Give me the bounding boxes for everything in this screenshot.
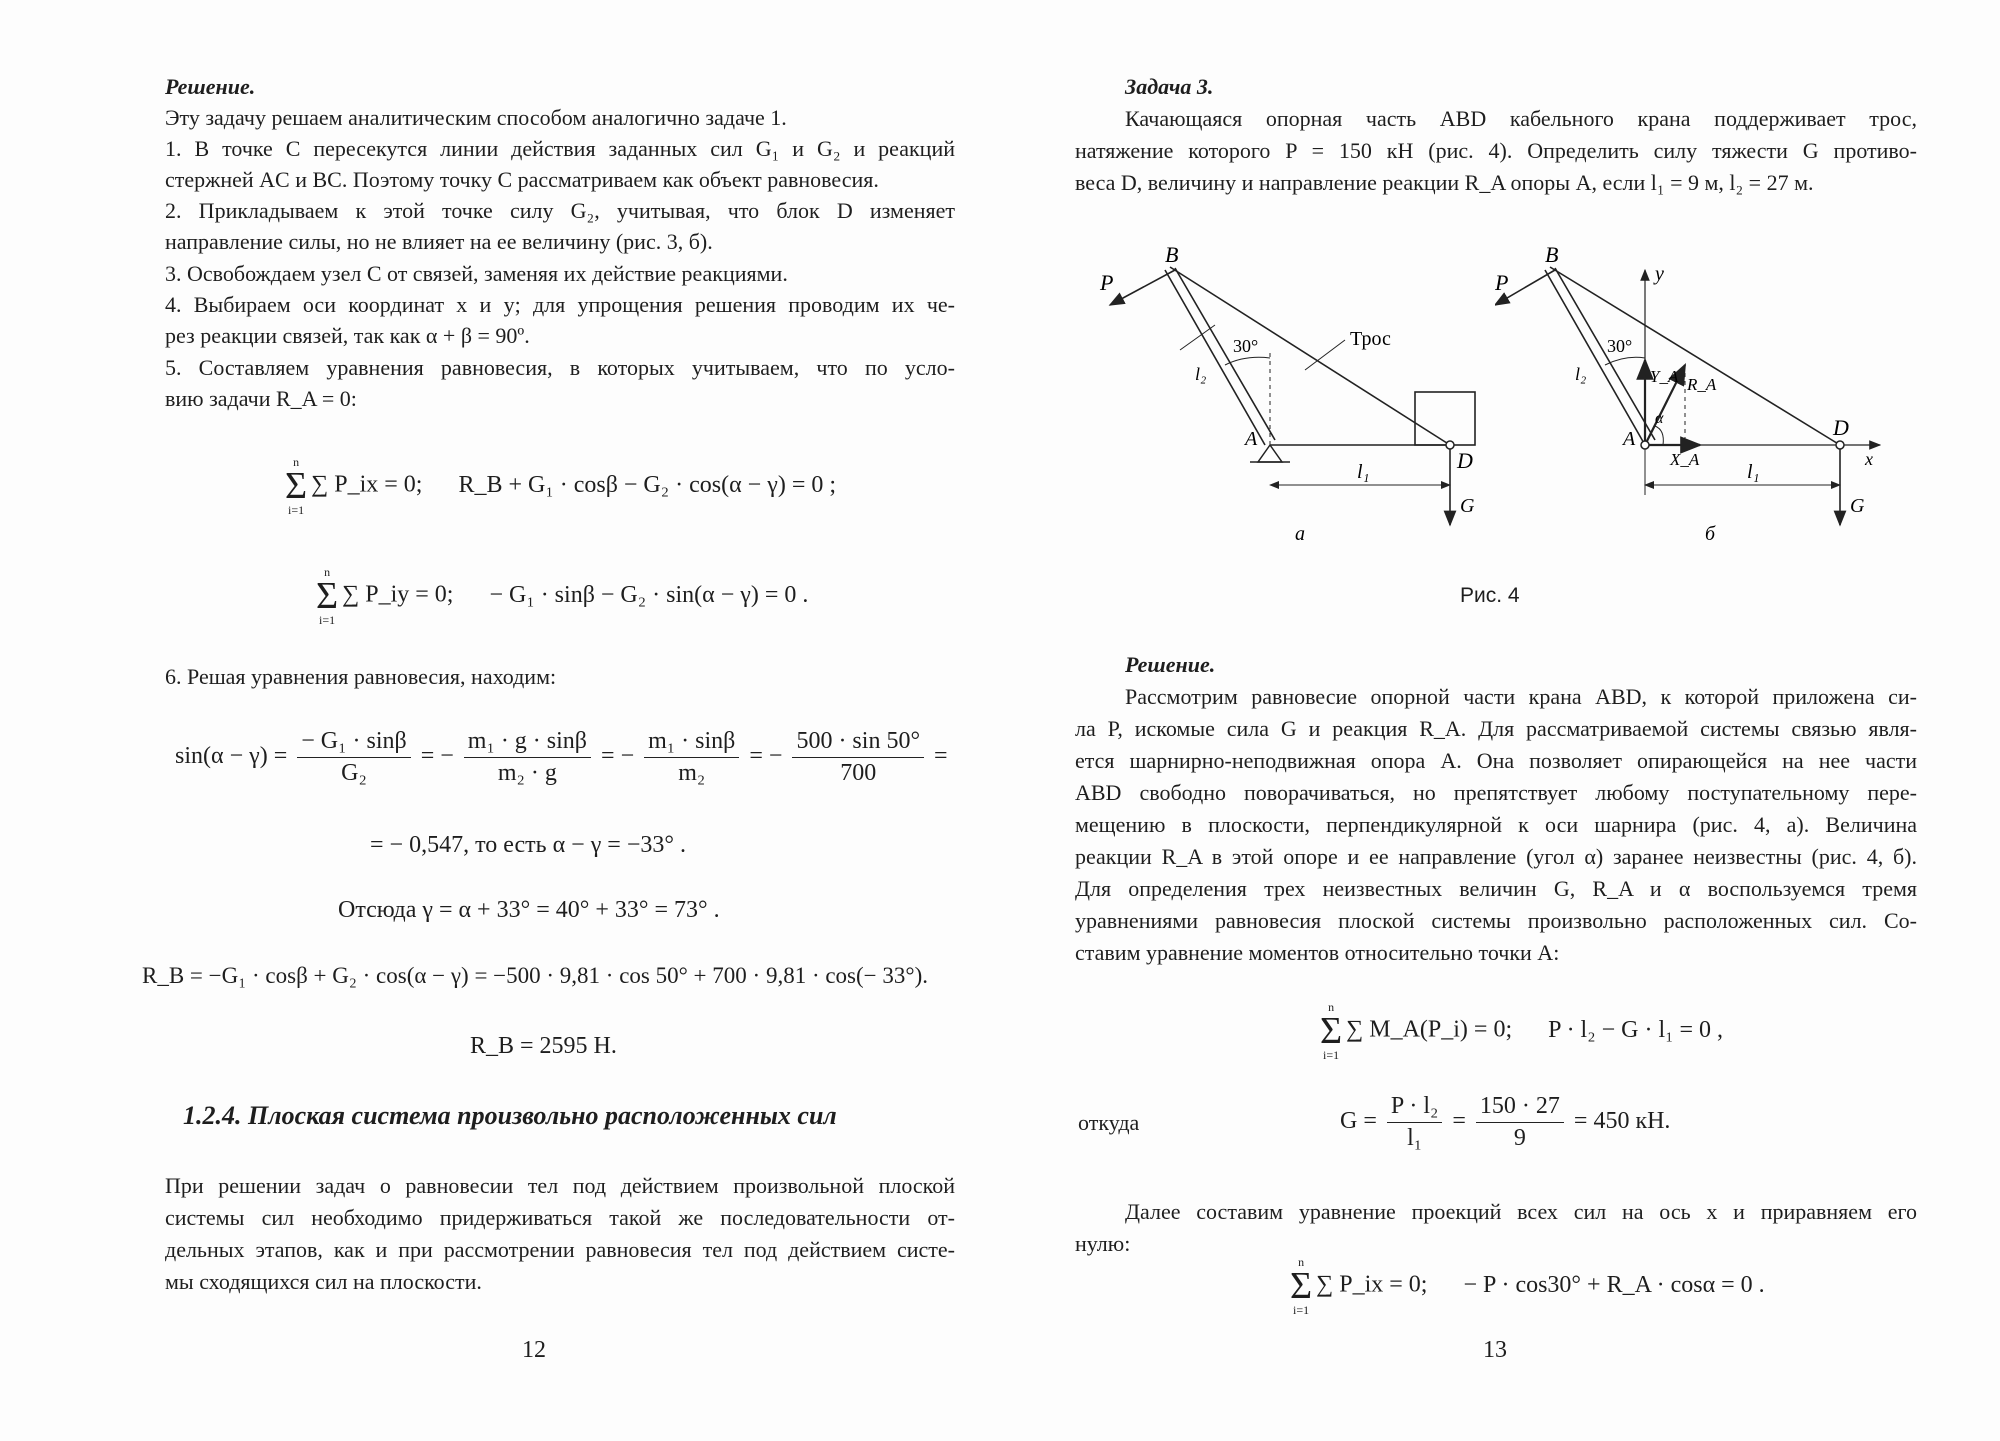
label-ya: Y_A [1650,367,1679,386]
fraction: $\frac{500 \cdot \sin 50^\circ}{700}$ [792,728,924,787]
label-l1: l₁ [1357,461,1370,483]
sum-icon: n Σ i=1 [285,455,308,517]
label-p: P [1100,270,1114,295]
left-eq1-body: R_B + G₁ · cosβ − G₂ · cos(α − γ) = 0 ; [458,471,837,498]
whence-label: откуда [1078,1110,1140,1135]
left-paragraph-4b: рез реакции связей, так как α + β = 90º. [165,323,530,348]
right-eq1-sum: ∑ M_A(P_i) = 0; [1346,1016,1513,1043]
left-equation-sum-x [285,455,836,517]
bar-ab-inner [1175,268,1275,440]
right-solution-line-4: ABD свободно поворачиваться, но препятствует любому поступательному пере- [1075,780,1917,805]
right-task-line-1: Качающаяся опорная часть ABD кабельного крана поддерживает трос, [1125,106,1917,131]
left-paragraph-6: 6. Решая уравнения равновесия, находим: [165,664,557,689]
right-eq3-sum: ∑ P_ix = 0; [1316,1271,1428,1298]
left-paragraph-7a: При решении задач о равновесии тел под действием произвольной плоской [165,1173,955,1198]
right-line-projection-2: нулю: [1075,1231,1131,1256]
fraction: $\frac{\text{m₁ · sinβ}}{\text{m₂}}$ [644,728,739,787]
task-heading: Задача 3. [1125,74,1214,99]
left-eq2-sum: ∑ P_iy = 0; [342,581,454,608]
fraction: $\frac{\text{P · l₂}}{\text{l₁}}$ [1387,1093,1442,1152]
left-equation-rb-value: R_B = 2595 Н. [470,1033,617,1059]
angle-arc [1225,357,1270,365]
left-paragraph-1b: стержней AC и BC. Поэтому точку C рассматриваем как объект равновесия. [165,167,879,192]
joint-d [1836,441,1844,449]
right-task-line-3: веса D, величину и направление реакции R_A опоры A, если l₁ = 9 м, l₂ = 27 м. [1075,170,1814,195]
caption-b: б [1705,523,1716,545]
right-solution-line-9: ставим уравнение моментов относительно точки A: [1075,940,1560,965]
right-task-line-2: натяжение которого P = 150 кН (рис. 4). Определить силу тяжести G противо- [1075,138,1917,163]
right-page-number: 13 [1483,1337,1507,1363]
caption-a: а [1295,523,1305,545]
right-solution-line-5: мещению в плоскости, перпендикулярной к оси шарнира (рис. 4, а). Величина [1075,812,1917,837]
counterweight-box [1415,392,1475,445]
right-equation-projection-x [1290,1255,1765,1317]
joint-a [1641,441,1649,449]
pin-support [1258,445,1282,462]
right-equation-moment [1320,1000,1723,1062]
fraction: $\frac{150 \cdot 27}{9}$ [1476,1093,1564,1152]
left-equation-gamma: Отсюда γ = α + 33° = 40° + 33° = 73° . [338,897,720,923]
label-l2: l₂ [1575,364,1587,384]
label-g: G [1850,495,1865,517]
figure-4b-force-diagram [1495,240,1915,560]
left-eq1-sum: ∑ P_ix = 0; [311,471,423,498]
label-l2: l₂ [1195,364,1207,384]
right-eq3-body: − P · cos30° + R_A · cosα = 0 . [1463,1271,1765,1298]
left-page-number: 12 [522,1337,546,1363]
sum-icon: n Σ i=1 [1290,1255,1313,1317]
joint-d [1446,441,1454,449]
left-eq3-lhs: sin(α − γ) = [175,743,288,770]
label-angle: 30° [1233,336,1259,356]
label-a: A [1623,428,1636,450]
label-xa: X_A [1670,450,1700,469]
label-x-axis: x [1865,449,1873,469]
left-equation-sum-y [316,565,808,627]
left-paragraph-4a: 4. Выбираем оси координат x и y; для упрощения решения проводим их че- [165,292,955,317]
left-equation-rb: R_B = −G₁ · cosβ + G₂ · cos(α − γ) = −500 · 9,81 · cos 50° + 700 · 9,81 · cos(− 33°). [142,963,928,988]
alpha-arc [1655,426,1663,445]
left-paragraph-7b: системы сил необходимо придерживаться такой же последовательности от- [165,1205,955,1230]
force-p-arrow [1110,270,1175,305]
left-paragraph-1a: 1. В точке C пересекутся линии действия заданных сил G₁ и G₂ и реакций [165,136,955,161]
figure-caption: Рис. 4 [1460,584,1520,607]
section-title: 1.2.4. Плоская система произвольно расположенных сил [183,1101,837,1130]
left-paragraph-7d: мы сходящихся сил на плоскости. [165,1269,482,1294]
right-solution-line-2: ла P, искомые сила G и реакция R_A. Для рассматриваемой системы связью явля- [1075,716,1917,741]
right-equation-g: G = $\frac{\text{P · l₂}}{\text{l₁}}$ = $\frac{150 \cdot 27}{9}$ = 450 кН. [1340,1093,1671,1151]
right-solution-line-8: уравнениями равновесия плоской системы произвольно расположенных сил. Со- [1075,908,1917,933]
left-paragraph-0: Эту задачу решаем аналитическим способом аналогично задаче 1. [165,105,787,130]
right-eq1-body: P · l₂ − G · l₁ = 0 , [1548,1016,1724,1043]
right-line-projection-1: Далее составим уравнение проекций всех сил на ось x и приравняем его [1125,1199,1917,1224]
left-eq2-body: − G₁ · sinβ − G₂ · sin(α − γ) = 0 . [489,581,809,608]
left-paragraph-3: 3. Освобождаем узел C от связей, заменяя их действие реакциями. [165,261,788,286]
label-b: B [1545,242,1559,267]
bar-ab-inner [1555,268,1655,440]
label-y-axis: y [1655,263,1664,285]
right-solution-heading: Решение. [1125,652,1216,677]
right-solution-line-7: Для определения трех неизвестных величин G, R_A и α воспользуемся тремя [1075,876,1917,901]
left-equation-sin-fraction: sin(α − γ) = $\frac{\text{− G₁ · sinβ}}{\text{G₂}}$ = − $\frac{\text{m₁ · g · sinβ}}{\text{m₂ · g}}$ = − $\frac{\text{m₁ · sinβ}}{\text{m₂}}$ = − $\frac{500 \cdot \sin 50^\circ}{700}$ = [175,728,948,786]
left-paragraph-5b: вию задачи R_A = 0: [165,386,357,411]
left-solution-heading: Решение. [165,74,256,99]
sum-icon: n Σ i=1 [316,565,339,627]
label-angle: 30° [1607,336,1633,356]
right-eq2-rhs: = 450 кН. [1573,1108,1671,1135]
label-ra: R_A [1687,375,1717,394]
label-b: B [1165,242,1179,267]
label-d: D [1457,448,1473,473]
fraction: $\frac{\text{− G₁ · sinβ}}{\text{G₂}}$ [297,728,410,787]
right-eq2-lhs: G = [1340,1108,1377,1135]
label-a: A [1245,428,1258,450]
left-paragraph-2a: 2. Прикладываем к этой точке силу G₂, учитывая, что блок D изменяет [165,198,955,223]
left-paragraph-2b: направление силы, но не влияет на ее величину (рис. 3, б). [165,229,713,254]
left-paragraph-7c: дельных этапов, как и при рассмотрении равновесия тел под действием систе- [165,1237,955,1262]
label-d: D [1833,415,1849,440]
label-alpha: α [1655,410,1664,427]
right-solution-line-1: Рассмотрим равновесие опорной части крана ABD, к которой приложена си- [1125,684,1917,709]
left-equation-result: = − 0,547, то есть α − γ = −33° . [370,832,686,858]
label-cable: Трос [1350,328,1391,350]
fraction: $\frac{\text{m₁ · g · sinβ}}{\text{m₂ · g}}$ [464,728,591,787]
sum-icon: n Σ i=1 [1320,1000,1343,1062]
right-solution-line-6: реакции R_A в этой опоре и ее направление (угол α) заранее неизвестны (рис. 4, б). [1075,844,1917,869]
figure-4a-crane-diagram [1095,240,1515,560]
label-p: P [1495,270,1509,295]
label-l1: l₁ [1747,461,1760,483]
left-paragraph-5a: 5. Составляем уравнения равновесия, в которых учитываем, что по усло- [165,355,955,380]
cable-bd [1170,267,1450,445]
l2-leader [1180,325,1215,350]
right-solution-line-3: ется шарнирно-неподвижная опора A. Она позволяет опирающейся на нее части [1075,748,1917,773]
label-g: G [1460,495,1475,517]
